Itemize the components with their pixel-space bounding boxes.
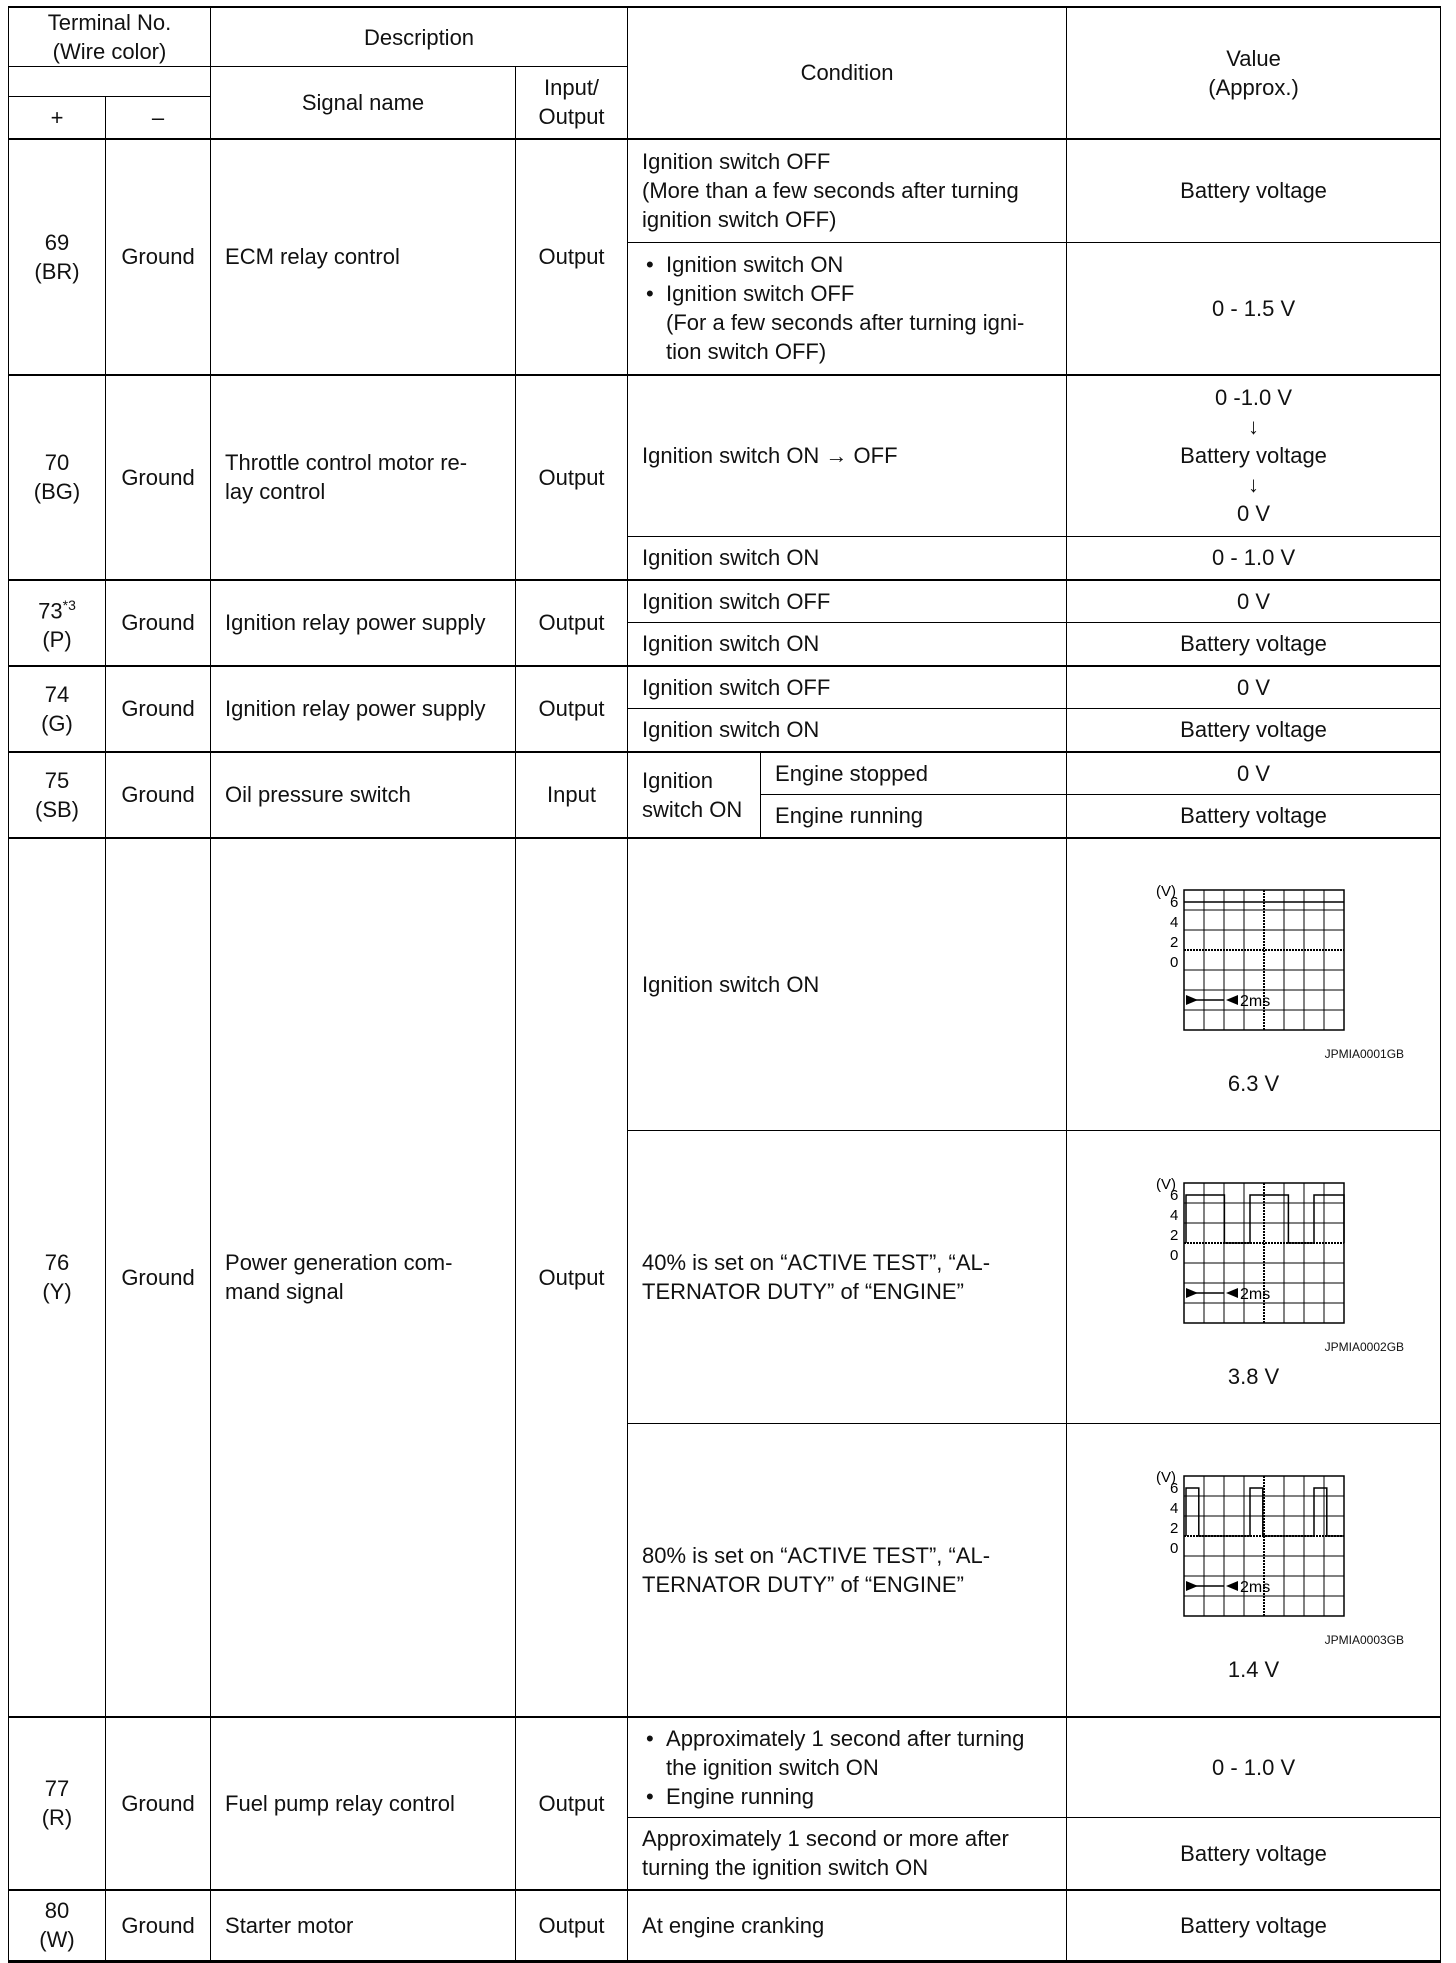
condition-73-1: Ignition switch OFF — [628, 580, 1067, 623]
terminal-76: 76 (Y) — [9, 838, 106, 1717]
condition-75-2: Engine running — [761, 795, 1067, 838]
value-75-2: Battery voltage — [1067, 795, 1441, 838]
value-75-1: 0 V — [1067, 752, 1441, 795]
io-73: Output — [516, 580, 628, 666]
waveform-1v4 — [1134, 1456, 1374, 1626]
time-label: 2ms — [1239, 1578, 1270, 1596]
ground-69: Ground — [106, 139, 211, 375]
value-73-2: Battery voltage — [1067, 623, 1441, 666]
scope-y-label: 6 — [1169, 894, 1178, 912]
scope-y-label: 0 — [1169, 1247, 1178, 1264]
scope-unit-label: (V) — [1155, 1468, 1176, 1486]
terminal-75: 75 (SB) — [9, 752, 106, 838]
signal-75: Oil pressure switch — [211, 752, 516, 838]
figure-tag-1: JPMIA0001GB — [1324, 1047, 1405, 1062]
value-77-1: 0 - 1.0 V — [1067, 1717, 1441, 1818]
signal-77: Fuel pump relay control — [211, 1717, 516, 1890]
condition-header: Condition — [628, 7, 1067, 139]
time-label: 2ms — [1239, 1286, 1270, 1303]
scope-y-label: 0 — [1169, 1539, 1178, 1557]
ground-74: Ground — [106, 666, 211, 752]
signal-80: Starter motor — [211, 1890, 516, 1962]
value-80: Battery voltage — [1067, 1890, 1441, 1962]
signal-69: ECM relay control — [211, 139, 516, 375]
condition-70-2: Ignition switch ON — [628, 537, 1067, 580]
scope-unit-label: (V) — [1155, 883, 1176, 901]
scope-y-label: 4 — [1169, 914, 1178, 932]
waveform-6v3 — [1134, 870, 1374, 1040]
ground-70: Ground — [106, 375, 211, 580]
io-74: Output — [516, 666, 628, 752]
scope-y-label: 4 — [1169, 1499, 1178, 1517]
terminal-no-header: Terminal No. (Wire color) — [9, 7, 211, 67]
signal-73: Ignition relay power supply — [211, 580, 516, 666]
signal-76: Power generation com- mand signal — [211, 838, 516, 1717]
ground-77: Ground — [106, 1717, 211, 1890]
ground-75: Ground — [106, 752, 211, 838]
io-70: Output — [516, 375, 628, 580]
minus-header: – — [106, 97, 211, 139]
value-70-1: 0 -1.0 V ↓ Battery voltage ↓ 0 V — [1067, 375, 1441, 537]
scope-y-label: 4 — [1169, 1207, 1178, 1224]
value-76-3-text: 1.4 V — [1227, 1656, 1280, 1682]
ground-76: Ground — [106, 838, 211, 1717]
condition-75-main: Ignition switch ON — [628, 752, 761, 838]
figure-tag-2: JPMIA0002GB — [1324, 1340, 1405, 1354]
value-69-1: Battery voltage — [1067, 139, 1441, 243]
condition-69-2: • Ignition switch ON • Ignition switch OFF (For a few seconds after turning igni- tion switch OFF) — [628, 243, 1067, 375]
terminal-80: 80 (W) — [9, 1890, 106, 1962]
condition-70-1: Ignition switch ON → OFF — [628, 375, 1067, 537]
time-label: 2ms — [1239, 993, 1270, 1011]
ground-80: Ground — [106, 1890, 211, 1962]
waveform-3v8 — [1134, 1163, 1374, 1333]
terminal-73: 73$^{*3}$ (P) — [9, 580, 106, 666]
value-74-2: Battery voltage — [1067, 709, 1441, 752]
value-76-3 — [1067, 1424, 1441, 1717]
value-74-1: 0 V — [1067, 666, 1441, 709]
condition-74-1: Ignition switch OFF — [628, 666, 1067, 709]
value-70-2: 0 - 1.0 V — [1067, 537, 1441, 580]
condition-76-1: Ignition switch ON — [628, 838, 1067, 1131]
condition-73-2: Ignition switch ON — [628, 623, 1067, 666]
terminal-70: 70 (BG) — [9, 375, 106, 580]
scope-y-label: 2 — [1169, 1519, 1178, 1537]
signal-74: Ignition relay power supply — [211, 666, 516, 752]
signal-70: Throttle control motor re- lay control — [211, 375, 516, 580]
condition-69-1: Ignition switch OFF (More than a few seconds after turning ignition switch OFF) — [628, 139, 1067, 243]
condition-76-2: 40% is set on “ACTIVE TEST”, “AL- TERNATOR DUTY” of “ENGINE” — [628, 1131, 1067, 1424]
ground-73: Ground — [106, 580, 211, 666]
condition-75-1: Engine stopped — [761, 752, 1067, 795]
terminal-77: 77 (R) — [9, 1717, 106, 1890]
value-76-2-text: 3.8 V — [1227, 1364, 1280, 1389]
io-75: Input — [516, 752, 628, 838]
terminal-69: 69 (BR) — [9, 139, 106, 375]
terminal-74: 74 (G) — [9, 666, 106, 752]
terminal-table — [8, 6, 1441, 1963]
signal-name-header: Signal name — [211, 67, 516, 139]
value-76-2 — [1067, 1131, 1441, 1424]
io-76: Output — [516, 838, 628, 1717]
scope-y-label: 2 — [1169, 934, 1178, 952]
scope-y-label: 6 — [1169, 1479, 1178, 1497]
value-header: Value (Approx.) — [1067, 7, 1441, 139]
scope-y-label: 2 — [1169, 1227, 1178, 1244]
description-header: Description — [211, 7, 628, 67]
condition-76-3: 80% is set on “ACTIVE TEST”, “AL- TERNATOR DUTY” of “ENGINE” — [628, 1424, 1067, 1717]
value-76-1 — [1067, 838, 1441, 1131]
figure-tag-3: JPMIA0003GB — [1324, 1632, 1405, 1647]
plus-header: + — [9, 97, 106, 139]
io-77: Output — [516, 1717, 628, 1890]
value-77-2: Battery voltage — [1067, 1818, 1441, 1890]
io-69: Output — [516, 139, 628, 375]
io-header: Input/ Output — [516, 67, 628, 139]
condition-77-1: • Approximately 1 second after turning the ignition switch ON • Engine running — [628, 1717, 1067, 1818]
condition-80: At engine cranking — [628, 1890, 1067, 1962]
scope-unit-label: (V) — [1155, 1176, 1176, 1193]
value-76-1-text: 6.3 V — [1227, 1071, 1280, 1097]
io-80: Output — [516, 1890, 628, 1962]
value-73-1: 0 V — [1067, 580, 1441, 623]
value-69-2: 0 - 1.5 V — [1067, 243, 1441, 375]
scope-y-label: 6 — [1169, 1187, 1178, 1204]
condition-77-2: Approximately 1 second or more after turning the ignition switch ON — [628, 1818, 1067, 1890]
condition-74-2: Ignition switch ON — [628, 709, 1067, 752]
scope-y-label: 0 — [1169, 954, 1178, 972]
